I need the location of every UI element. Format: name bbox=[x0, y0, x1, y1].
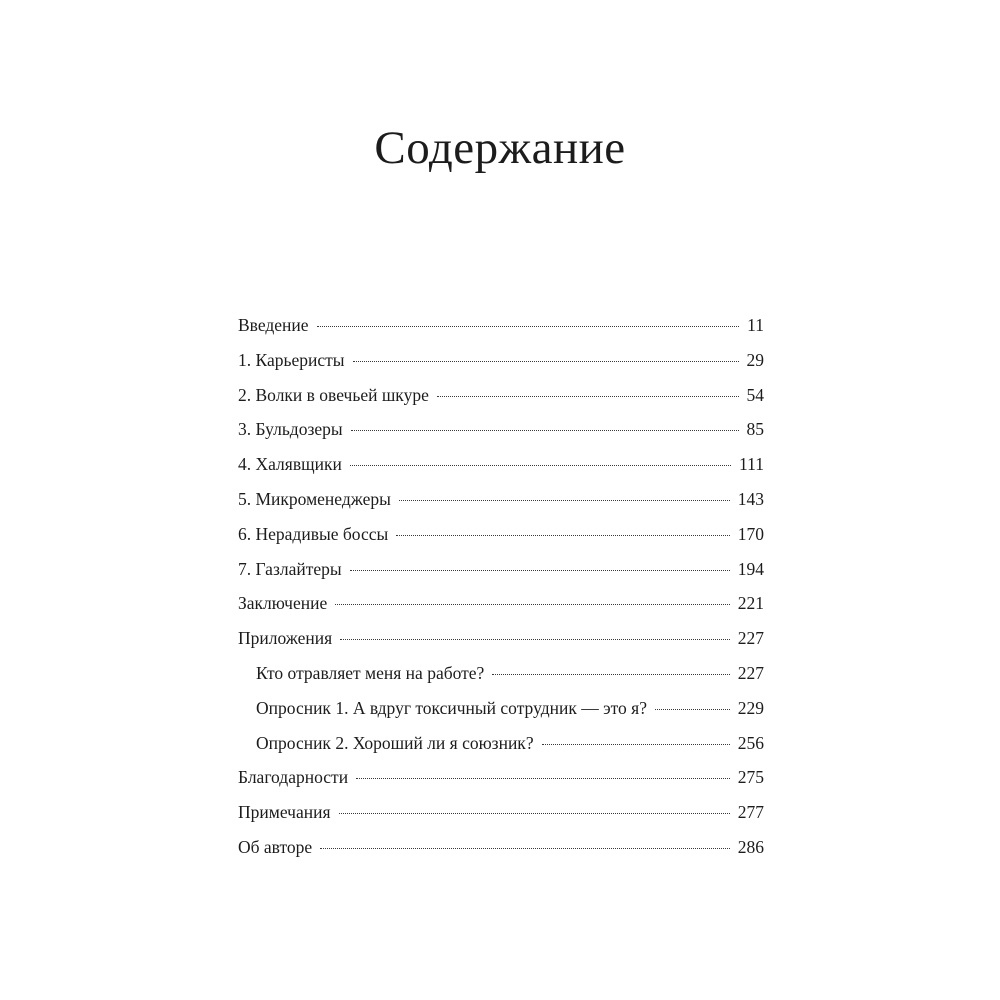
dot-leader bbox=[350, 570, 730, 571]
dot-leader bbox=[339, 813, 730, 814]
toc-entry bbox=[238, 726, 764, 761]
dot-leader bbox=[350, 465, 731, 466]
toc-entry-label: Опросник 1. А вдруг токсичный сотрудник — это я? bbox=[256, 697, 647, 718]
toc-entry bbox=[238, 412, 764, 447]
toc-entry-page-number: 143 bbox=[737, 488, 764, 509]
toc-entry-page-number: 111 bbox=[739, 454, 764, 475]
toc-entry bbox=[238, 378, 764, 413]
toc-entry-page-number: 275 bbox=[737, 767, 764, 788]
toc-entry-page-number: 286 bbox=[737, 836, 764, 857]
dot-leader bbox=[320, 848, 730, 849]
toc-entry-label: 2. Волки в овечьей шкуре bbox=[238, 384, 429, 405]
toc-entry bbox=[238, 343, 764, 378]
toc-entry bbox=[238, 795, 764, 830]
toc-entry bbox=[238, 760, 764, 795]
table-of-contents bbox=[238, 308, 764, 865]
toc-entry-page-number: 54 bbox=[746, 384, 764, 405]
toc-entry-label: Опросник 2. Хороший ли я союзник? bbox=[256, 732, 534, 753]
toc-entry-page-number: 227 bbox=[737, 662, 764, 683]
toc-entry-page-number: 29 bbox=[746, 349, 764, 370]
toc-entry-label: 3. Бульдозеры bbox=[238, 419, 343, 440]
toc-entry-page-number: 170 bbox=[737, 523, 764, 544]
toc-entry-label: 5. Микроменеджеры bbox=[238, 488, 391, 509]
toc-entry-page-number: 11 bbox=[747, 315, 764, 335]
toc-entry-label: Примечания bbox=[238, 802, 331, 823]
toc-entry bbox=[238, 621, 764, 656]
toc-entry-label: 6. Нерадивые боссы bbox=[238, 523, 389, 544]
dot-leader bbox=[542, 744, 730, 745]
toc-entry-page-number: 277 bbox=[737, 802, 764, 823]
toc-entry-label: Об авторе bbox=[238, 836, 313, 857]
dot-leader bbox=[351, 430, 739, 431]
toc-entry bbox=[238, 482, 764, 517]
toc-entry bbox=[238, 830, 764, 865]
toc-entry-page-number: 227 bbox=[737, 628, 764, 649]
toc-entry-page-number: 229 bbox=[737, 697, 764, 718]
toc-entry bbox=[238, 517, 764, 552]
dot-leader bbox=[340, 639, 730, 640]
dot-leader bbox=[356, 778, 730, 779]
toc-entry-label: Введение bbox=[238, 315, 309, 335]
dot-leader bbox=[317, 326, 740, 327]
toc-entry bbox=[238, 586, 764, 621]
page-title: Содержание bbox=[374, 122, 626, 174]
toc-entry bbox=[238, 691, 764, 726]
toc-entry-label: Благодарности bbox=[238, 767, 349, 788]
toc-entry-label: 4. Халявщики bbox=[238, 454, 342, 475]
toc-entry bbox=[238, 447, 764, 482]
toc-entry-page-number: 194 bbox=[737, 558, 764, 579]
toc-entry bbox=[238, 308, 764, 343]
toc-entry bbox=[238, 552, 764, 587]
toc-entry-page-number: 85 bbox=[746, 419, 764, 440]
toc-entry-page-number: 221 bbox=[737, 593, 764, 614]
dot-leader bbox=[655, 709, 730, 710]
dot-leader bbox=[492, 674, 729, 675]
toc-entry-label: 1. Карьеристы bbox=[238, 349, 345, 370]
dot-leader bbox=[399, 500, 730, 501]
toc-entry-label: 7. Газлайтеры bbox=[238, 558, 342, 579]
toc-entry-label: Кто отравляет меня на работе? bbox=[256, 662, 485, 683]
dot-leader bbox=[396, 535, 730, 536]
toc-entry-page-number: 256 bbox=[737, 732, 764, 753]
toc-entry-label: Приложения bbox=[238, 628, 333, 649]
toc-entry-label: Заключение bbox=[238, 593, 328, 614]
dot-leader bbox=[437, 396, 739, 397]
dot-leader bbox=[353, 361, 739, 362]
dot-leader bbox=[335, 604, 730, 605]
toc-entry bbox=[238, 656, 764, 691]
